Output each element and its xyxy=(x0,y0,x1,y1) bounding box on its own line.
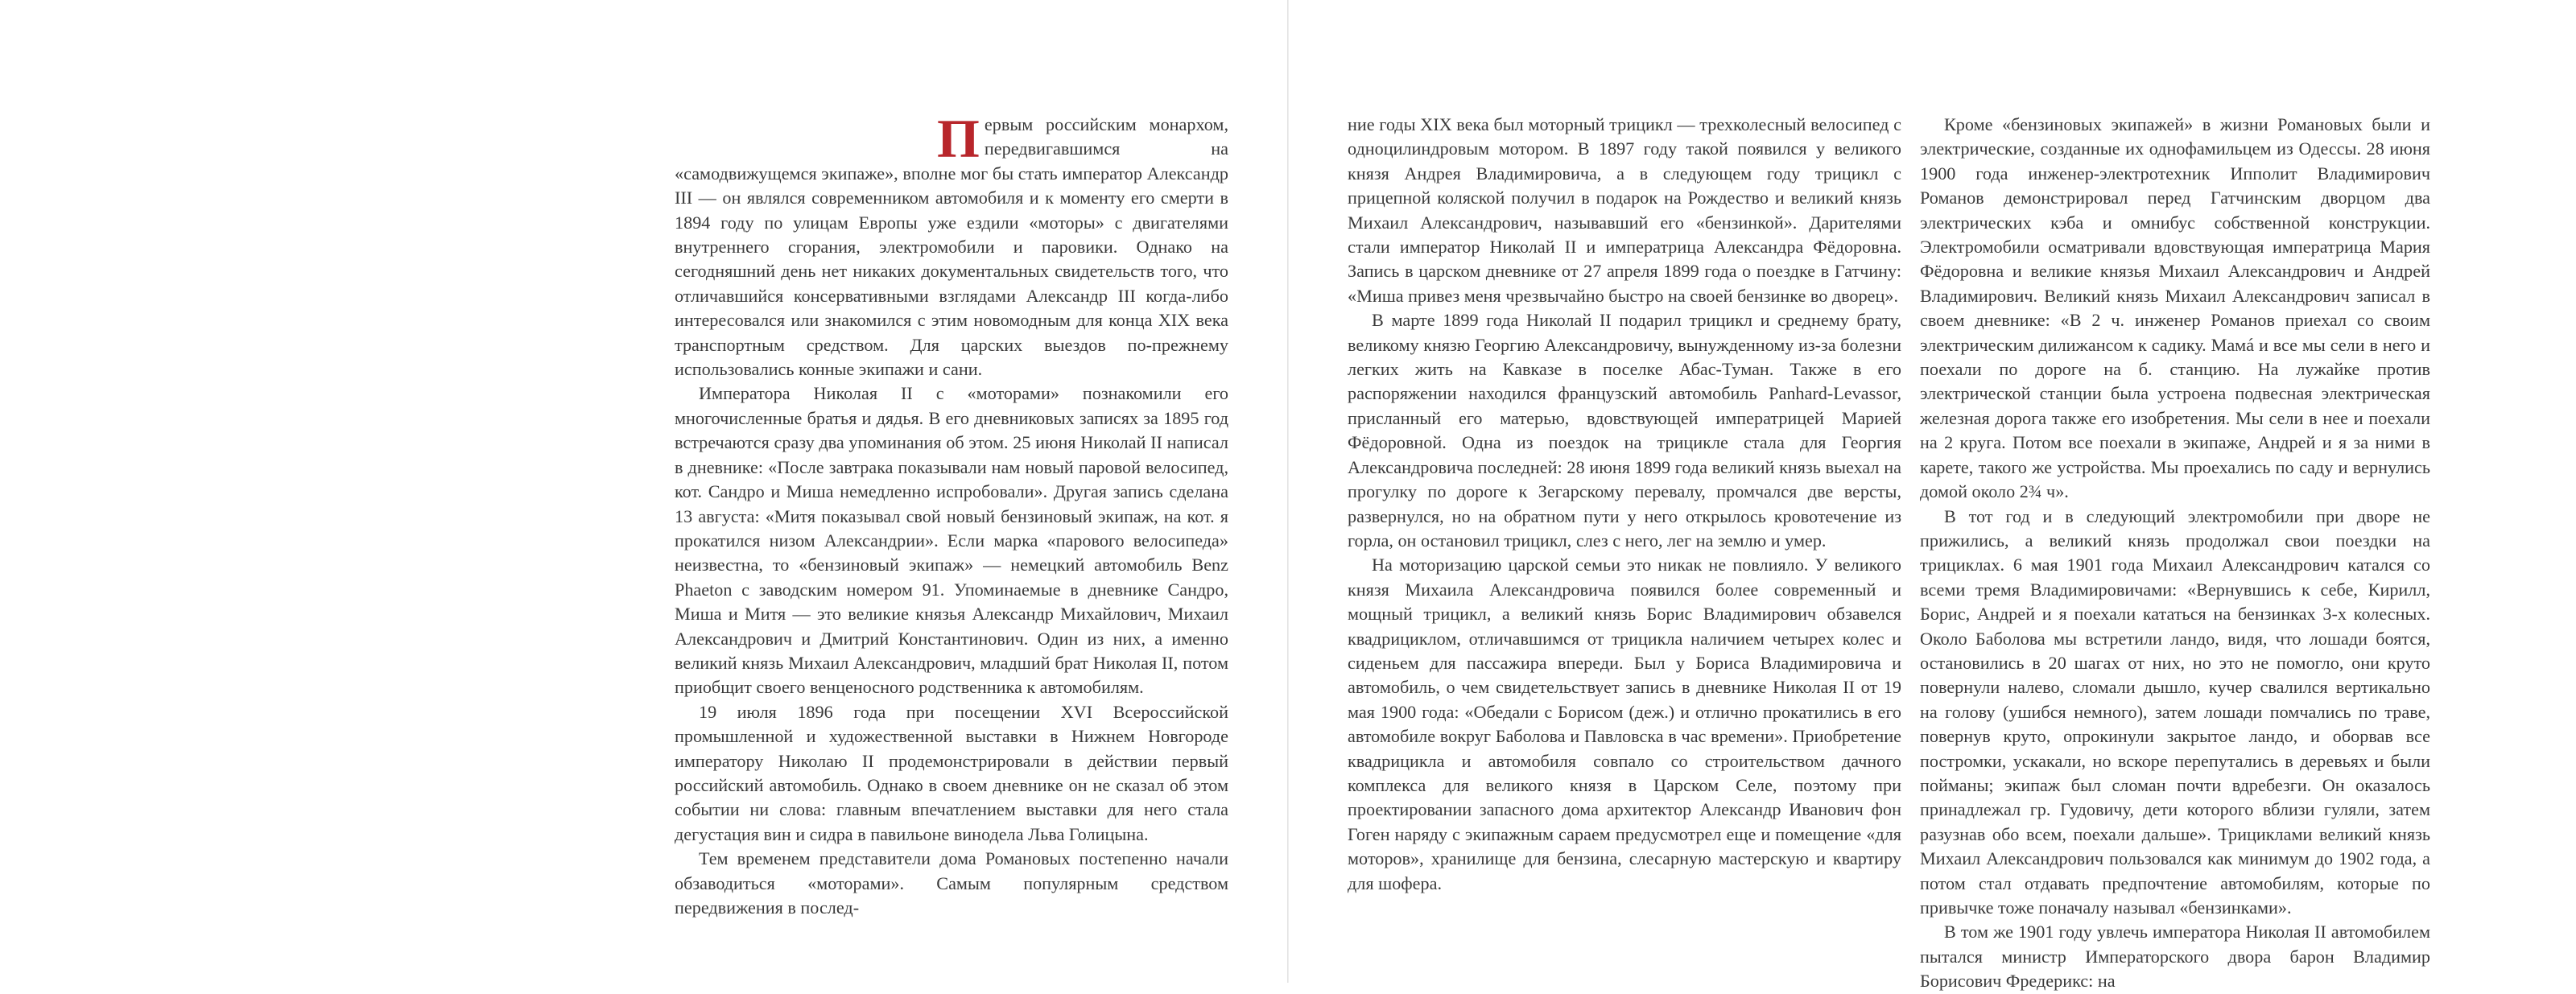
page-gutter xyxy=(1287,0,1289,983)
drop-cap: П xyxy=(937,108,980,169)
middle-column xyxy=(1348,113,1901,896)
left-page-column xyxy=(675,108,1228,920)
paragraph-6: На моторизацию царской семьи это никак не повлияло. У великого князя Михаила Александровича появился более современный и мощный трицикл, а великий князь Борис Владимирович обзавелся квадрициклом, отличавшимся от трицикла наличием четырех колес и сиденьем для пассажира впереди. Был у Бориса Владимировича и автомобиль, о чем свидетельствует запись в дневнике Николая II от 19 мая 1900 года: «Обедали с Борисом (деж.) и отлично прокатились в его автомобиле вокруг Баболова и Павловска в час времени». Приобретение квадрицикла и автомобиля совпало со строительством дачного комплекса для великого князя в Царском Селе, поэтому при проектировании запасного дома архитектор Александр Иванович фон Гоген наряду с экипажным сараем предусмотрел еще и помещение «для моторов», хранилище для бензина, слесарную мастерскую и квартиру для шофера. xyxy=(1348,555,1901,893)
paragraph-8: В тот год и в следующий электромобили при дворе не прижились, а великий князь продолжал свои поездки на трициклах. 6 мая 1901 года Михаил Александрович катался со всеми тремя Владимировичами: «Вернувшись к себе, Кирилл, Борис, Андрей и я поехали кататься на бензинках 3-х колесных. Около Баболова мы встретили ландо, видя, что лошади боятся, остановились в 20 шагах от них, но это не помогло, они круто повернули налево, сломали дышло, кучер свалился вертикально на голову (ушибся немного), затем лошади помчались по траве, повернув круто, опрокинули закрытое ландо, и оборвав все постромки, ускакали, но вскоре перепутались в деревьях и были пойманы; экипаж был сломан почти вдребезги. Он оказалось принадлежал гр. Гудовичу, дети которого вблизи гуляли, затем разузнав обо всем, поехали дальше». Трициклами великий князь Михаил Александрович пользовался как минимум до 1902 года, а потом стал отдавать предпочтение автомобилям, которые по привычке тоже поначалу называл «бензинками». xyxy=(1920,505,2430,918)
right-column xyxy=(1920,113,2430,994)
paragraph-9: В том же 1901 году увлечь императора Николая II автомобилем пытался министр Императорского двора барон Владимир Борисович Фредерикс: на xyxy=(1920,922,2430,992)
paragraph-2: Императора Николая II с «моторами» познакомили его многочисленные братья и дядья. В его дневниковых записях за 1895 год встречаются сразу два упоминания об этом. 25 июня Николай II написал в дневнике: «После завтрака показывали нам новый паровой велосипед, кот. Сандро и Миша немедленно испробовали». Другая запись сделана 13 августа: «Митя показывал свой новый бензиновый экипаж, на кот. я прокатился низом Александрии». Если марка «парового велосипеда» неизвестна, то «бензиновый экипаж» — немецкий автомобиль Benz Phaeton с заводским номером 91. Упоминаемые в дневнике Сандро, Миша и Митя — это великие князья Александр Михайлович, Михаил Александрович и Дмитрий Константинович. Один из них, а именно великий князь Михаил Александрович, младший брат Николая II, потом приобщит своего венценосного родственника к автомобилям. xyxy=(675,383,1228,698)
paragraph-4: Тем временем представители дома Романовых постепенно начали обзаводиться «моторами». Самым популярным средством передвижения в послед- xyxy=(675,848,1228,918)
paragraph-7: Кроме «бензиновых экипажей» в жизни Романовых были и электрические, созданные их однофамильцем из Одессы. 28 июня 1900 года инженер-электротехник Ипполит Владимирович Романов демонстрировал перед Гатчинским дворцом два электрических кэба и омнибус собственной конструкции. Электромобили осматривали вдовствующая императрица Мария Фёдоровна и великие князья Михаил Александрович и Андрей Владимирович. Великий князь Михаил Александрович записал в своем дневнике: «В 2 ч. инженер Романов приехал со своим электрическим дилижансом к садику. Мамá и все мы сели в него и поехали по дороге на б. станцию. На лужайке против электрической станции была устроена подвесная электрическая железная дорога также его изобретения. Мы сели в нее и поехали на 2 круга. Потом все поехали в экипаже, Андрей и я за ними в карете, такого же устройства. Мы проехались по саду и вернулись домой около 2¾ ч». xyxy=(1920,114,2430,502)
paragraph-1: Первым российским монархом, передвигавшимся на «самодвижущемся экипаже», вполне мог бы стать император Александр III — он являлся современником автомобиля и к моменту его смерти в 1894 году по улицам Европы уже ездили «моторы» с двигателями внутреннего сгорания, электромобили и паровики. Однако на сегодняшний день нет никаких документальных свидетельств того, что отличавшийся консервативными взглядами Александр III когда-либо интересовался или знакомился с этим новомодным для конца XIX века транспортным средством. Для царских выездов по-прежнему использовались конные экипажи и сани. xyxy=(675,108,1228,380)
paragraph-3: 19 июля 1896 года при посещении XVI Всероссийской промышленной и художественной выставки в Нижнем Новгороде императору Николаю II продемонстрировали в действии первый российский автомобиль. Однако в своем дневнике он не сказал об этом событии ни слова: главным впечатлением выставки для него стала дегустация вин и сидра в павильоне винодела Льва Голицына. xyxy=(675,701,1228,844)
paragraph-5: В марте 1899 года Николай II подарил трицикл и среднему брату, великому князю Георгию Александровичу, вынужденному из-за болезни легких жить на Кавказе в поселке Абас-Туман. Также в его распоряжении находился французский автомобиль Panhard-Levassor, присланный его матерью, вдовствующей императрицей Марией Фёдоровной. Одна из поездок на трицикле стала для Георгия Александровича последней: 28 июня 1899 года великий князь выехал на прогулку по дороге к Зегарскому перевалу, промчался две версты, развернулся, но на обратном пути у него открылось кровотечение из горла, он остановил трицикл, слез с него, лег на землю и умер. xyxy=(1348,310,1901,551)
paragraph-continued: ние годы XIX века был моторный трицикл — трехколесный велосипед с одноцилиндровым мотором. В 1897 году такой появился у великого князя Андрея Владимировича, а в следующем году трицикл с прицепной коляской получил в подарок на Рождество и великий князь Михаил Александрович, называвший его «бензинкой». Дарителями стали император Николай II и императрица Александра Фёдоровна. Запись в царском дневнике от 27 апреля 1899 года о поездке в Гатчину: «Миша привез меня чрезвычайно быстро на своей бензинке во дворец». xyxy=(1348,114,1901,306)
